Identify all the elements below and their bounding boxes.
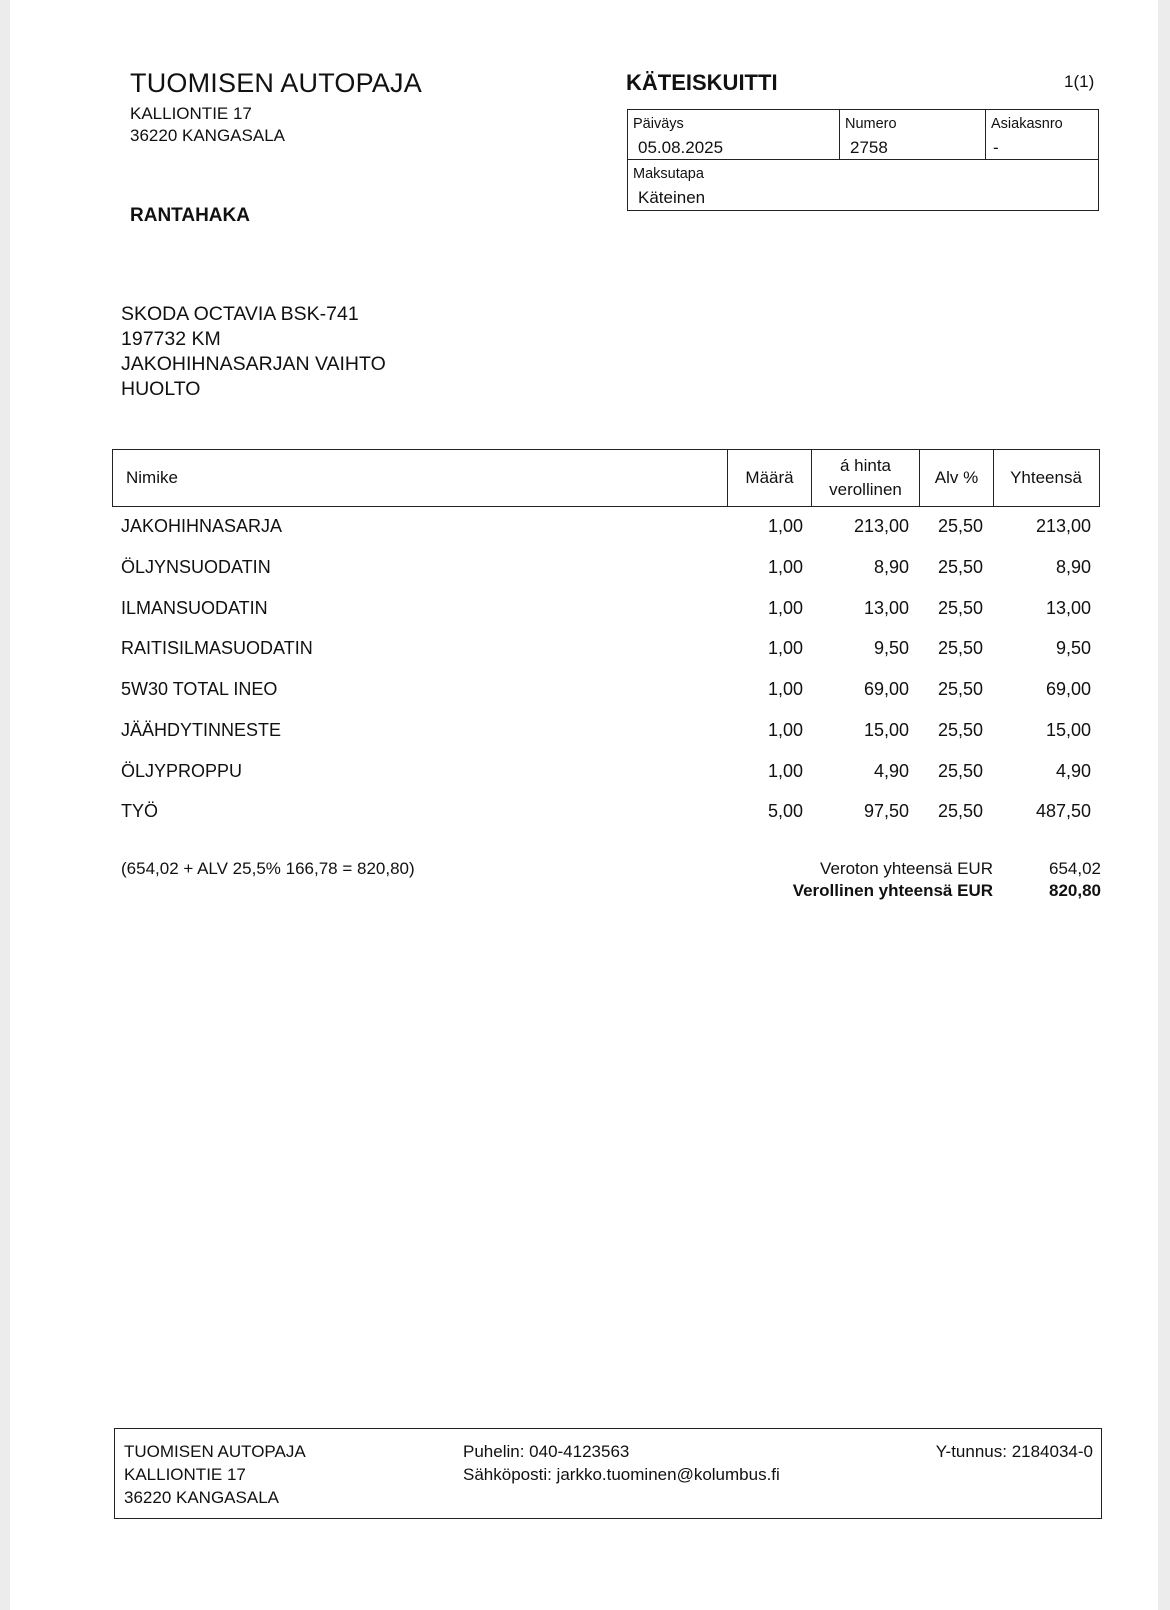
item-unit-price: 213,00	[853, 516, 909, 536]
number-value: 2758	[850, 138, 888, 157]
item-unit-price: 8,90	[873, 557, 909, 577]
table-row	[112, 557, 1100, 597]
table-row	[112, 720, 1100, 760]
seller-name: TUOMISEN AUTOPAJA	[130, 68, 422, 98]
number-cell	[839, 110, 985, 160]
footer-email: Sähköposti: jarkko.tuominen@kolumbus.fi	[463, 1465, 780, 1484]
item-vat: 25,50	[937, 801, 983, 821]
date-cell	[628, 110, 839, 160]
item-unit-price: 69,00	[863, 679, 909, 699]
page-number: 1(1)	[1064, 72, 1095, 91]
payment-label: Maksutapa	[633, 166, 704, 182]
item-qty: 1,00	[767, 761, 803, 781]
table-row	[112, 761, 1100, 801]
vat-breakdown-note: (654,02 + ALV 25,5% 166,78 = 820,80)	[121, 859, 415, 878]
item-vat: 25,50	[937, 720, 983, 740]
customer-name: RANTAHAKA	[130, 205, 250, 226]
payment-value: Käteinen	[638, 188, 706, 207]
item-name: ÖLJYPROPPU	[121, 761, 243, 781]
item-vat: 25,50	[937, 557, 983, 577]
net-total-label: Veroton yhteensä EUR	[820, 859, 993, 878]
header-vat: Alv %	[919, 450, 993, 506]
item-qty: 1,00	[767, 679, 803, 699]
header-name: Nimike	[126, 468, 178, 487]
header-unit-price-line1: á hinta	[839, 456, 892, 475]
item-total: 15,00	[1045, 720, 1091, 740]
header-qty: Määrä	[727, 450, 811, 506]
seller-address: KALLIONTIE 17	[130, 104, 252, 123]
seller-postal: 36220 KANGASALA	[130, 126, 285, 145]
customer-no-cell	[985, 110, 1098, 160]
date-label: Päiväys	[633, 116, 684, 132]
item-unit-price: 97,50	[863, 801, 909, 821]
item-total: 487,50	[1035, 801, 1091, 821]
item-vat: 25,50	[937, 761, 983, 781]
number-label: Numero	[845, 116, 897, 132]
item-qty: 1,00	[767, 598, 803, 618]
footer-box	[114, 1428, 1102, 1519]
table-row	[112, 679, 1100, 719]
item-qty: 5,00	[767, 801, 803, 821]
footer-address: KALLIONTIE 17	[124, 1465, 246, 1484]
item-total: 9,50	[1055, 638, 1091, 658]
item-name: ÖLJYNSUODATIN	[121, 557, 271, 577]
description-line: HUOLTO	[121, 378, 201, 400]
item-vat: 25,50	[937, 638, 983, 658]
item-qty: 1,00	[767, 516, 803, 536]
item-unit-price: 15,00	[863, 720, 909, 740]
items-table-header	[112, 449, 1100, 507]
customer-no-label: Asiakasnro	[991, 116, 1063, 132]
item-unit-price: 9,50	[873, 638, 909, 658]
item-total: 69,00	[1045, 679, 1091, 699]
item-unit-price: 13,00	[863, 598, 909, 618]
table-row	[112, 598, 1100, 638]
header-total: Yhteensä	[993, 450, 1098, 506]
gross-total-label: Verollinen yhteensä EUR	[792, 881, 993, 900]
header-unit-price	[811, 450, 919, 506]
table-row	[112, 516, 1100, 556]
item-qty: 1,00	[767, 638, 803, 658]
description-line: JAKOHIHNASARJAN VAIHTO	[121, 353, 386, 375]
info-row	[628, 110, 1098, 160]
table-row	[112, 638, 1100, 678]
item-name: JAKOHIHNASARJA	[121, 516, 283, 536]
item-name: ILMANSUODATIN	[121, 598, 268, 618]
customer-no-value: -	[993, 138, 999, 157]
item-vat: 25,50	[937, 679, 983, 699]
item-vat: 25,50	[937, 516, 983, 536]
item-name: RAITISILMASUODATIN	[121, 638, 313, 658]
document-title: KÄTEISKUITTI	[626, 70, 778, 95]
item-unit-price: 4,90	[873, 761, 909, 781]
receipt-page	[10, 0, 1158, 1610]
description-line: 197732 KM	[121, 328, 221, 350]
footer-business-id: Y-tunnus: 2184034-0	[935, 1442, 1093, 1461]
document-info-box	[627, 109, 1099, 211]
item-name: JÄÄHDYTINNESTE	[121, 720, 282, 740]
item-qty: 1,00	[767, 720, 803, 740]
payment-cell	[628, 160, 1098, 210]
item-name: 5W30 TOTAL INEO	[121, 679, 278, 699]
item-total: 13,00	[1045, 598, 1091, 618]
footer-postal: 36220 KANGASALA	[124, 1488, 279, 1507]
item-name: TYÖ	[121, 801, 159, 821]
footer-company-name: TUOMISEN AUTOPAJA	[124, 1442, 306, 1461]
table-row	[112, 801, 1100, 841]
header-unit-price-line2: verollinen	[829, 480, 902, 499]
item-total: 4,90	[1055, 761, 1091, 781]
gross-total-value: 820,80	[1049, 881, 1101, 900]
net-total-value: 654,02	[1049, 859, 1101, 878]
item-total: 213,00	[1035, 516, 1091, 536]
item-total: 8,90	[1055, 557, 1091, 577]
description-line: SKODA OCTAVIA BSK-741	[121, 303, 359, 325]
item-qty: 1,00	[767, 557, 803, 577]
date-value: 05.08.2025	[638, 138, 724, 157]
item-vat: 25,50	[937, 598, 983, 618]
footer-phone: Puhelin: 040-4123563	[463, 1442, 630, 1461]
